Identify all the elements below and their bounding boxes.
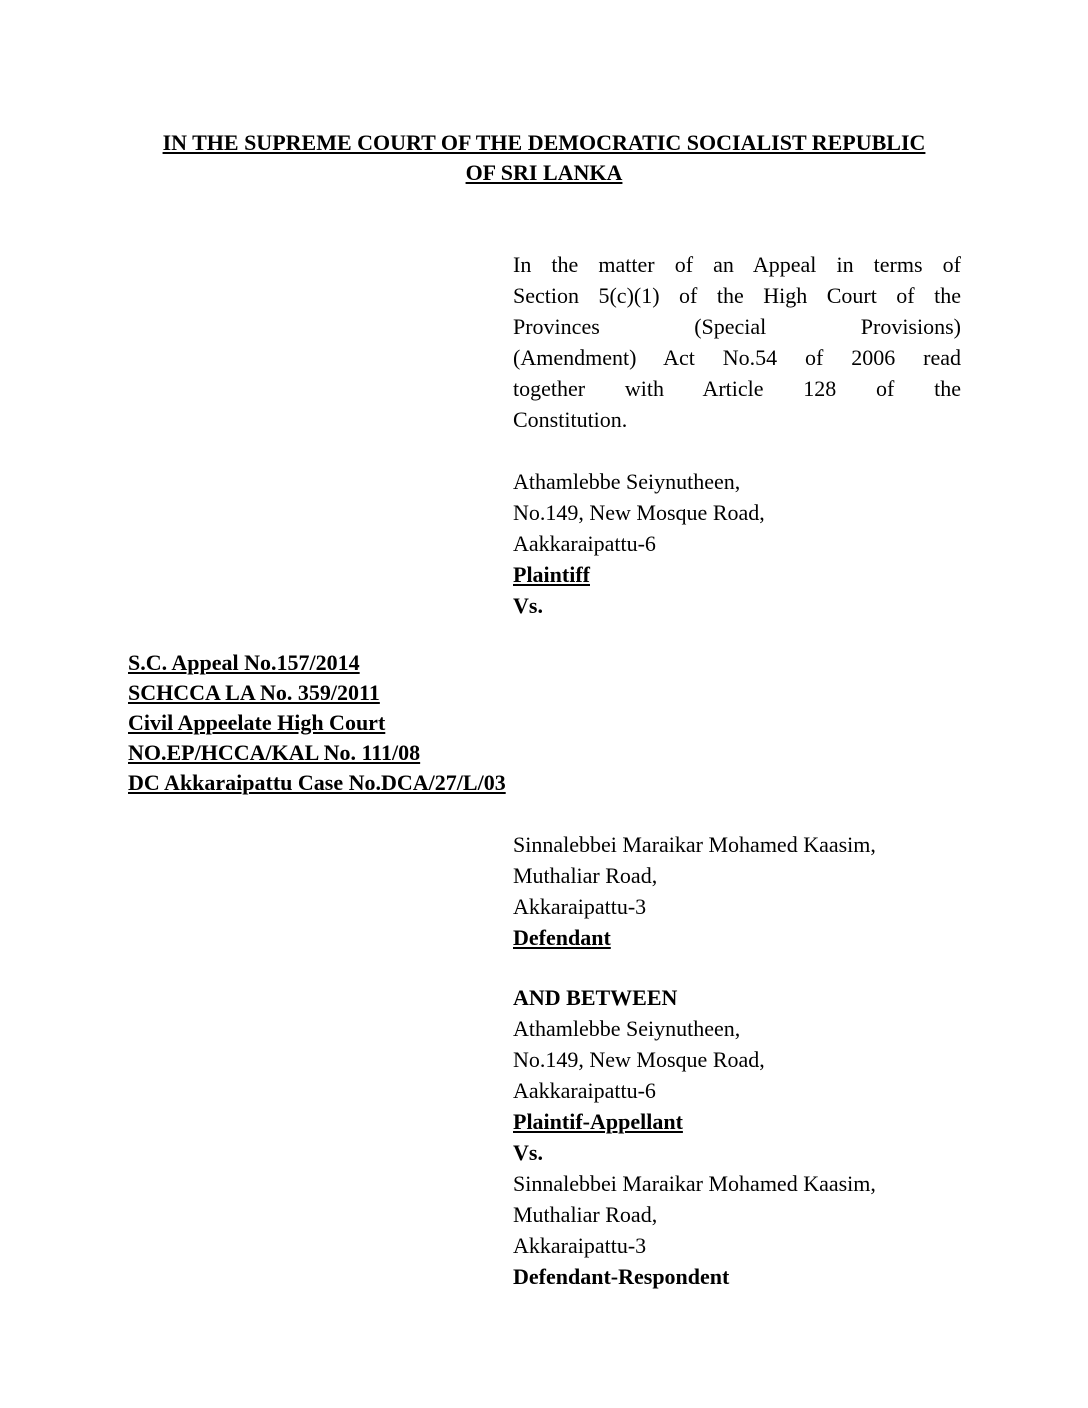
respondent-name: Sinnalebbei Maraikar Mohamed Kaasim, xyxy=(513,1171,876,1196)
matter-line: In the matter of an Appeal in terms of xyxy=(513,252,961,277)
and-between-heading: AND BETWEEN xyxy=(513,985,678,1010)
versus-label: Vs. xyxy=(513,593,543,618)
defendant-role: Defendant xyxy=(513,925,611,950)
plaintiff-address-line-2: Aakkaraipattu-6 xyxy=(513,531,656,556)
appellant-name: Athamlebbe Seiynutheen, xyxy=(513,1016,741,1041)
defendant-name: Sinnalebbei Maraikar Mohamed Kaasim, xyxy=(513,832,876,857)
defendant-address-line-2: Akkaraipattu-3 xyxy=(513,894,647,919)
case-ref-schcca: SCHCCA LA No. 359/2011 xyxy=(128,680,380,705)
case-ref-hcca: NO.EP/HCCA/KAL No. 111/08 xyxy=(128,740,421,765)
court-heading-line-2: OF SRI LANKA xyxy=(465,160,623,185)
defendant-address-line-1: Muthaliar Road, xyxy=(513,863,658,888)
case-ref-sc-appeal: S.C. Appeal No.157/2014 xyxy=(128,650,360,675)
appellant-address-line-2: Aakkaraipattu-6 xyxy=(513,1078,656,1103)
matter-line: Section 5(c)(1) of the High Court of the xyxy=(513,283,961,308)
plaintiff-block xyxy=(513,466,961,621)
versus-label: Vs. xyxy=(513,1140,543,1165)
appellant-address-line-1: No.149, New Mosque Road, xyxy=(513,1047,765,1072)
defendant-block xyxy=(513,829,961,953)
respondent-role: Defendant-Respondent xyxy=(513,1264,730,1289)
case-reference-block xyxy=(128,648,506,798)
matter-line: Constitution. xyxy=(513,407,628,432)
and-between-block xyxy=(513,982,961,1292)
matter-line: (Amendment) Act No.54 of 2006 read xyxy=(513,345,961,370)
matter-line: Provinces (Special Provisions) xyxy=(513,314,961,339)
case-ref-district-court: DC Akkaraipattu Case No.DCA/27/L/03 xyxy=(128,770,506,795)
matter-paragraph xyxy=(513,249,961,435)
court-heading-line-1: IN THE SUPREME COURT OF THE DEMOCRATIC SOCIALIST REPUBLIC xyxy=(162,130,926,155)
case-ref-civil-appellate: Civil Appeelate High Court xyxy=(128,710,386,735)
plaintiff-address-line-1: No.149, New Mosque Road, xyxy=(513,500,765,525)
appellant-role: Plaintif-Appellant xyxy=(513,1109,683,1134)
plaintiff-name: Athamlebbe Seiynutheen, xyxy=(513,469,741,494)
respondent-address-line-2: Akkaraipattu-3 xyxy=(513,1233,647,1258)
plaintiff-role: Plaintiff xyxy=(513,562,590,587)
respondent-address-line-1: Muthaliar Road, xyxy=(513,1202,658,1227)
matter-line: together with Article 128 of the xyxy=(513,376,961,401)
court-heading xyxy=(120,128,968,188)
